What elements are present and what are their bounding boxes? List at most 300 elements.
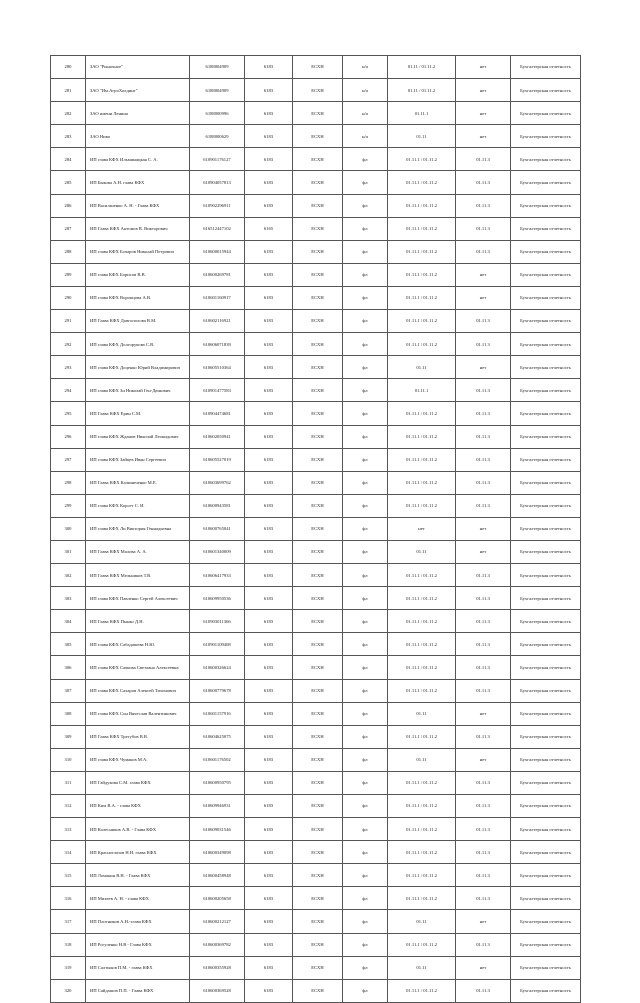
org-name-cell: ИП Глава КФХ Малова А. А. xyxy=(86,540,190,563)
entity-type-cell: н/а xyxy=(343,79,388,102)
okved-cell: 01.11.1 / 01.11.2 xyxy=(388,286,456,309)
tax-regime-cell: ЕСХН xyxy=(293,425,343,448)
inn-cell: 6188004909 xyxy=(190,56,245,79)
inn-cell: 610606417933 xyxy=(190,564,245,587)
tax-regime-cell: ЕСХН xyxy=(293,656,343,679)
report-type-cell: Бухгалтерская отчетность xyxy=(511,841,581,864)
table-row xyxy=(51,240,581,263)
tax-regime-cell: ЕСХН xyxy=(293,887,343,910)
table-row xyxy=(51,494,581,517)
org-name-cell: ИП Глава КФХ Пынко Д.Н. xyxy=(86,610,190,633)
okved-cell: 01.11.1 / 01.11.2 xyxy=(388,795,456,818)
row-number-cell: 308 xyxy=(51,702,86,725)
org-name-cell: ИП Михеев А. Н. - глава КФХ xyxy=(86,887,190,910)
code-cell: 6183 xyxy=(245,656,293,679)
report-type-cell: Бухгалтерская отчетность xyxy=(511,864,581,887)
tax-regime-cell: ЕСХН xyxy=(293,610,343,633)
row-number-cell: 284 xyxy=(51,148,86,171)
tax-regime-cell: ЕСХН xyxy=(293,841,343,864)
tax-regime-cell: ЕСХН xyxy=(293,148,343,171)
report-type-cell: Бухгалтерская отчетность xyxy=(511,56,581,79)
tax-regime-cell: ЕСХН xyxy=(293,540,343,563)
extra-okved-cell: 01.11.3 xyxy=(456,310,511,333)
extra-okved-cell: 01.11.3 xyxy=(456,633,511,656)
okved-cell: 01.11 / 01.11.2 xyxy=(388,79,456,102)
extra-okved-cell: нет xyxy=(456,956,511,979)
okved-cell: 01.11 xyxy=(388,910,456,933)
registry-table xyxy=(50,55,581,1003)
okved-cell: 01.11.1 / 01.11.2 xyxy=(388,148,456,171)
table-row xyxy=(51,679,581,702)
okved-cell: 01.11.1 / 01.11.2 xyxy=(388,333,456,356)
entity-type-cell: фл xyxy=(343,194,388,217)
row-number-cell: 307 xyxy=(51,679,86,702)
report-type-cell: Бухгалтерская отчетность xyxy=(511,263,581,286)
entity-type-cell: фл xyxy=(343,956,388,979)
org-name-cell: ЗАО "Рыночное" xyxy=(86,56,190,79)
code-cell: 6183 xyxy=(245,171,293,194)
row-number-cell: 293 xyxy=(51,356,86,379)
okved-cell: 01.11.1 / 01.11.2 xyxy=(388,217,456,240)
okved-cell: 01.11.1 / 01.11.2 xyxy=(388,263,456,286)
tax-regime-cell: ЕСХН xyxy=(293,864,343,887)
row-number-cell: 296 xyxy=(51,425,86,448)
report-type-cell: Бухгалтерская отчетность xyxy=(511,471,581,494)
row-number-cell: 316 xyxy=(51,887,86,910)
row-number-cell: 286 xyxy=(51,194,86,217)
row-number-cell: 294 xyxy=(51,379,86,402)
okved-cell: 01.11.1 / 01.11.2 xyxy=(388,679,456,702)
entity-type-cell: н/а xyxy=(343,125,388,148)
entity-type-cell: н/а xyxy=(343,56,388,79)
report-type-cell: Бухгалтерская отчетность xyxy=(511,725,581,748)
row-number-cell: 290 xyxy=(51,286,86,309)
entity-type-cell: фл xyxy=(343,379,388,402)
inn-cell: 610609946931 xyxy=(190,795,245,818)
inn-cell: 610605510364 xyxy=(190,356,245,379)
extra-okved-cell: 01.11.3 xyxy=(456,725,511,748)
entity-type-cell: фл xyxy=(343,148,388,171)
table-row xyxy=(51,194,581,217)
code-cell: 6165 xyxy=(245,217,293,240)
okved-cell: 01.11.1 / 01.11.2 xyxy=(388,171,456,194)
table-row xyxy=(51,263,581,286)
okved-cell: 01.11.1 / 01.11.2 xyxy=(388,494,456,517)
code-cell: 6183 xyxy=(245,956,293,979)
org-name-cell: ИП глава КФХ Сахаров Алексей Тихонович xyxy=(86,679,190,702)
okved-cell: 01.11.1 / 01.11.2 xyxy=(388,240,456,263)
tax-regime-cell: ЕСХН xyxy=(293,494,343,517)
okved-cell: 01.11.1 xyxy=(388,102,456,125)
table-row xyxy=(51,702,581,725)
extra-okved-cell: 01.11.3 xyxy=(456,333,511,356)
extra-okved-cell: нет xyxy=(456,56,511,79)
extra-okved-cell: 01.11.3 xyxy=(456,240,511,263)
tax-regime-cell: ЕСХН xyxy=(293,587,343,610)
code-cell: 6183 xyxy=(245,771,293,794)
extra-okved-cell: 01.11.3 xyxy=(456,425,511,448)
entity-type-cell: фл xyxy=(343,402,388,425)
inn-cell: 6188000629 xyxy=(190,125,245,148)
row-number-cell: 282 xyxy=(51,102,86,125)
org-name-cell: ИП глава КФХ Чумаков М.А. xyxy=(86,748,190,771)
extra-okved-cell: 01.11.3 xyxy=(456,379,511,402)
extra-okved-cell: 01.11.3 xyxy=(456,217,511,240)
tax-regime-cell: ЕСХН xyxy=(293,310,343,333)
extra-okved-cell: нет xyxy=(456,102,511,125)
inn-cell: 610904474681 xyxy=(190,402,245,425)
code-cell: 6183 xyxy=(245,240,293,263)
code-cell: 6183 xyxy=(245,841,293,864)
okved-cell: 01.11.1 xyxy=(388,379,456,402)
entity-type-cell: фл xyxy=(343,979,388,1002)
code-cell: 6183 xyxy=(245,310,293,333)
table-row xyxy=(51,795,581,818)
tax-regime-cell: ЕСХН xyxy=(293,286,343,309)
table-row xyxy=(51,656,581,679)
extra-okved-cell: 01.11.3 xyxy=(456,494,511,517)
inn-cell: 610600765041 xyxy=(190,517,245,540)
extra-okved-cell: 01.11.3 xyxy=(456,402,511,425)
table-row xyxy=(51,748,581,771)
inn-cell: 610600349098 xyxy=(190,841,245,864)
code-cell: 6183 xyxy=(245,263,293,286)
code-cell: 6183 xyxy=(245,286,293,309)
table-row xyxy=(51,725,581,748)
report-type-cell: Бухгалтерская отчетность xyxy=(511,286,581,309)
table-row xyxy=(51,818,581,841)
inn-cell: 610902296911 xyxy=(190,194,245,217)
okved-cell: 01.11 xyxy=(388,125,456,148)
org-name-cell: ИП глава КФХ Долгорукова С.В. xyxy=(86,333,190,356)
report-type-cell: Бухгалтерская отчетность xyxy=(511,679,581,702)
report-type-cell: Бухгалтерская отчетность xyxy=(511,102,581,125)
org-name-cell: ИП глава КФХ Воронцова А.В. xyxy=(86,286,190,309)
code-cell: 6183 xyxy=(245,125,293,148)
okved-cell: 01.11.1 / 01.11.2 xyxy=(388,818,456,841)
row-number-cell: 295 xyxy=(51,402,86,425)
entity-type-cell: фл xyxy=(343,633,388,656)
table-row xyxy=(51,633,581,656)
tax-regime-cell: ЕСХН xyxy=(293,564,343,587)
tax-regime-cell: ЕСХН xyxy=(293,356,343,379)
report-type-cell: Бухгалтерская отчетность xyxy=(511,494,581,517)
inn-cell: 610901477583 xyxy=(190,379,245,402)
org-name-cell: ИП Глава КФХ Мельников Т.В. xyxy=(86,564,190,587)
okved-cell: 01.11.1 / 01.11.2 xyxy=(388,864,456,887)
row-number-cell: 302 xyxy=(51,564,86,587)
report-type-cell: Бухгалтерская отчетность xyxy=(511,610,581,633)
table-row xyxy=(51,540,581,563)
code-cell: 6183 xyxy=(245,540,293,563)
row-number-cell: 280 xyxy=(51,56,86,79)
row-number-cell: 288 xyxy=(51,240,86,263)
inn-cell: 610901176127 xyxy=(190,148,245,171)
tax-regime-cell: ЕСХН xyxy=(293,263,343,286)
table-row xyxy=(51,910,581,933)
okved-cell: 01.11.1 / 01.11.2 xyxy=(388,841,456,864)
inn-cell: 610609950536 xyxy=(190,587,245,610)
row-number-cell: 310 xyxy=(51,748,86,771)
tax-regime-cell: ЕСХН xyxy=(293,795,343,818)
code-cell: 6183 xyxy=(245,494,293,517)
table-row xyxy=(51,286,581,309)
tax-regime-cell: ЕСХН xyxy=(293,725,343,748)
inn-cell: 610606071839 xyxy=(190,333,245,356)
table-row xyxy=(51,610,581,633)
row-number-cell: 312 xyxy=(51,795,86,818)
okved-cell: 01.11.1 / 01.11.2 xyxy=(388,887,456,910)
row-number-cell: 291 xyxy=(51,310,86,333)
inn-cell: 610605527019 xyxy=(190,448,245,471)
report-type-cell: Бухгалтерская отчетность xyxy=(511,517,581,540)
tax-regime-cell: ЕСХН xyxy=(293,517,343,540)
okved-cell: 01.11.1 / 01.11.2 xyxy=(388,979,456,1002)
code-cell: 6183 xyxy=(245,448,293,471)
code-cell: 6183 xyxy=(245,933,293,956)
org-name-cell: ИП Колесников А.В. - Глава КФХ xyxy=(86,818,190,841)
inn-cell: 610903011366 xyxy=(190,610,245,633)
org-name-cell: ИП Быкова А.Н. глава КФХ xyxy=(86,171,190,194)
inn-cell: 610600212127 xyxy=(190,910,245,933)
table-body xyxy=(51,56,581,1003)
report-type-cell: Бухгалтерская отчетность xyxy=(511,125,581,148)
okved-cell: нет xyxy=(388,517,456,540)
entity-type-cell: фл xyxy=(343,748,388,771)
report-type-cell: Бухгалтерская отчетность xyxy=(511,217,581,240)
org-name-cell: ИП глава КФХ Ли Виктория Геннадьевна xyxy=(86,517,190,540)
tax-regime-cell: ЕСХН xyxy=(293,471,343,494)
inn-cell: 610600369782 xyxy=(190,933,245,956)
extra-okved-cell: 01.11.3 xyxy=(456,933,511,956)
code-cell: 6183 xyxy=(245,471,293,494)
extra-okved-cell: 01.11.3 xyxy=(456,448,511,471)
inn-cell: 610600779678 xyxy=(190,679,245,702)
tax-regime-cell: ЕСХН xyxy=(293,217,343,240)
row-number-cell: 305 xyxy=(51,633,86,656)
row-number-cell: 299 xyxy=(51,494,86,517)
row-number-cell: 300 xyxy=(51,517,86,540)
tax-regime-cell: ЕСХН xyxy=(293,79,343,102)
row-number-cell: 311 xyxy=(51,771,86,794)
extra-okved-cell: 01.11.3 xyxy=(456,795,511,818)
report-type-cell: Бухгалтерская отчетность xyxy=(511,748,581,771)
table-row xyxy=(51,402,581,425)
org-name-cell: ИП Ким В.А. - глава КФХ xyxy=(86,795,190,818)
entity-type-cell: фл xyxy=(343,286,388,309)
extra-okved-cell: 01.11.3 xyxy=(456,771,511,794)
entity-type-cell: фл xyxy=(343,771,388,794)
code-cell: 6183 xyxy=(245,748,293,771)
entity-type-cell: фл xyxy=(343,887,388,910)
code-cell: 6183 xyxy=(245,725,293,748)
extra-okved-cell: нет xyxy=(456,79,511,102)
code-cell: 6183 xyxy=(245,517,293,540)
entity-type-cell: фл xyxy=(343,310,388,333)
inn-cell: 610600326624 xyxy=(190,656,245,679)
row-number-cell: 320 xyxy=(51,979,86,1002)
entity-type-cell: фл xyxy=(343,841,388,864)
report-type-cell: Бухгалтерская отчетность xyxy=(511,194,581,217)
tax-regime-cell: ЕСХН xyxy=(293,379,343,402)
okved-cell: 01.11 xyxy=(388,956,456,979)
tax-regime-cell: ЕСХН xyxy=(293,771,343,794)
inn-cell: 610601176502 xyxy=(190,748,245,771)
code-cell: 6183 xyxy=(245,910,293,933)
report-type-cell: Бухгалтерская отчетность xyxy=(511,425,581,448)
okved-cell: 01.11 xyxy=(388,748,456,771)
code-cell: 6183 xyxy=(245,679,293,702)
org-name-cell: ИП Гайдукова С.М. глава КФХ xyxy=(86,771,190,794)
org-name-cell: ИП Глава КФХ Трегубов В.В. xyxy=(86,725,190,748)
code-cell: 6183 xyxy=(245,795,293,818)
table-row xyxy=(51,379,581,402)
inn-cell: 610600950795 xyxy=(190,771,245,794)
inn-cell: 610600369528 xyxy=(190,979,245,1002)
okved-cell: 01.11.1 / 01.11.2 xyxy=(388,564,456,587)
org-name-cell: ИП Плотников А.Н.-глава КФХ xyxy=(86,910,190,933)
org-name-cell: ИП глава КФХ Зайцев Иван Сергеевич xyxy=(86,448,190,471)
tax-regime-cell: ЕСХН xyxy=(293,979,343,1002)
table-row xyxy=(51,841,581,864)
tax-regime-cell: ЕСХН xyxy=(293,748,343,771)
entity-type-cell: фл xyxy=(343,679,388,702)
entity-type-cell: фл xyxy=(343,540,388,563)
row-number-cell: 306 xyxy=(51,656,86,679)
org-name-cell: ИП глава КФХ Павленко Сергей Алексеевич xyxy=(86,587,190,610)
okved-cell: 01.11.1 / 01.11.2 xyxy=(388,610,456,633)
okved-cell: 01.11 xyxy=(388,356,456,379)
inn-cell: 610901109408 xyxy=(190,633,245,656)
report-type-cell: Бухгалтерская отчетность xyxy=(511,356,581,379)
document-page xyxy=(50,55,580,1003)
code-cell: 6183 xyxy=(245,425,293,448)
table-row xyxy=(51,564,581,587)
inn-cell: 610600269781 xyxy=(190,263,245,286)
okved-cell: 01.11 / 01.11.2 xyxy=(388,56,456,79)
org-name-cell: ИП глава КФХ Корсет С. И. xyxy=(86,494,190,517)
okved-cell: 01.11 xyxy=(388,540,456,563)
table-row xyxy=(51,771,581,794)
tax-regime-cell: ЕСХН xyxy=(293,194,343,217)
table-row xyxy=(51,171,581,194)
extra-okved-cell: 01.11.3 xyxy=(456,841,511,864)
inn-cell: 610600458948 xyxy=(190,864,245,887)
report-type-cell: Бухгалтерская отчетность xyxy=(511,148,581,171)
okved-cell: 01.11.1 / 01.11.2 xyxy=(388,471,456,494)
entity-type-cell: фл xyxy=(343,564,388,587)
extra-okved-cell: нет xyxy=(456,517,511,540)
tax-regime-cell: ЕСХН xyxy=(293,171,343,194)
row-number-cell: 317 xyxy=(51,910,86,933)
report-type-cell: Бухгалтерская отчетность xyxy=(511,656,581,679)
entity-type-cell: фл xyxy=(343,795,388,818)
extra-okved-cell: 01.11.3 xyxy=(456,656,511,679)
code-cell: 6183 xyxy=(245,56,293,79)
org-name-cell: ИП Рогуленко Н.В - Глава КФХ xyxy=(86,933,190,956)
table-row xyxy=(51,310,581,333)
entity-type-cell: фл xyxy=(343,217,388,240)
report-type-cell: Бухгалтерская отчетность xyxy=(511,910,581,933)
okved-cell: 01.11.1 / 01.11.2 xyxy=(388,587,456,610)
extra-okved-cell: 01.11.3 xyxy=(456,194,511,217)
entity-type-cell: фл xyxy=(343,702,388,725)
extra-okved-cell: 01.11.3 xyxy=(456,979,511,1002)
table-row xyxy=(51,217,581,240)
row-number-cell: 318 xyxy=(51,933,86,956)
code-cell: 6183 xyxy=(245,79,293,102)
code-cell: 6183 xyxy=(245,102,293,125)
okved-cell: 01.11.1 / 01.11.2 xyxy=(388,194,456,217)
org-name-cell: ИП глава КФХ Доценко Юрий Владимирович xyxy=(86,356,190,379)
inn-cell: 6188004909 xyxy=(190,79,245,102)
entity-type-cell: фл xyxy=(343,517,388,540)
entity-type-cell: фл xyxy=(343,933,388,956)
code-cell: 6183 xyxy=(245,887,293,910)
tax-regime-cell: ЕСХН xyxy=(293,448,343,471)
table-row xyxy=(51,933,581,956)
org-name-cell: ИП Сайдашов П.П. - Глава КФХ xyxy=(86,979,190,1002)
code-cell: 6183 xyxy=(245,379,293,402)
table-row xyxy=(51,56,581,79)
table-row xyxy=(51,887,581,910)
entity-type-cell: фл xyxy=(343,471,388,494)
tax-regime-cell: ЕСХН xyxy=(293,125,343,148)
entity-type-cell: н/а xyxy=(343,102,388,125)
tax-regime-cell: ЕСХН xyxy=(293,818,343,841)
row-number-cell: 285 xyxy=(51,171,86,194)
entity-type-cell: фл xyxy=(343,425,388,448)
org-name-cell: ИП Глава КФХ Ерин С.М. xyxy=(86,402,190,425)
report-type-cell: Бухгалтерская отчетность xyxy=(511,702,581,725)
table-row xyxy=(51,471,581,494)
row-number-cell: 319 xyxy=(51,956,86,979)
table-row xyxy=(51,333,581,356)
inn-cell: 610600205658 xyxy=(190,887,245,910)
okved-cell: 01.11 xyxy=(388,702,456,725)
table-row xyxy=(51,102,581,125)
extra-okved-cell: нет xyxy=(456,356,511,379)
inn-cell: 610601157916 xyxy=(190,702,245,725)
entity-type-cell: фл xyxy=(343,333,388,356)
report-type-cell: Бухгалтерская отчетность xyxy=(511,887,581,910)
table-row xyxy=(51,125,581,148)
tax-regime-cell: ЕСХН xyxy=(293,679,343,702)
table-row xyxy=(51,517,581,540)
inn-cell: 610604625075 xyxy=(190,725,245,748)
extra-okved-cell: нет xyxy=(456,286,511,309)
tax-regime-cell: ЕСХН xyxy=(293,333,343,356)
okved-cell: 01.11.1 / 01.11.2 xyxy=(388,771,456,794)
table-row xyxy=(51,356,581,379)
org-name-cell: ИП Васильченко А. Н. - Глава КФХ xyxy=(86,194,190,217)
okved-cell: 01.11.1 / 01.11.2 xyxy=(388,633,456,656)
code-cell: 6183 xyxy=(245,564,293,587)
org-name-cell: ЗАО "Им.АгроХолдинг" xyxy=(86,79,190,102)
tax-regime-cell: ЕСХН xyxy=(293,956,343,979)
code-cell: 6183 xyxy=(245,818,293,841)
inn-cell: 610904057813 xyxy=(190,171,245,194)
extra-okved-cell: нет xyxy=(456,263,511,286)
entity-type-cell: фл xyxy=(343,656,388,679)
table-row xyxy=(51,79,581,102)
extra-okved-cell: 01.11.3 xyxy=(456,679,511,702)
okved-cell: 01.11.1 / 01.11.2 xyxy=(388,310,456,333)
extra-okved-cell: 01.11.3 xyxy=(456,564,511,587)
report-type-cell: Бухгалтерская отчетность xyxy=(511,956,581,979)
code-cell: 6183 xyxy=(245,356,293,379)
entity-type-cell: фл xyxy=(343,494,388,517)
